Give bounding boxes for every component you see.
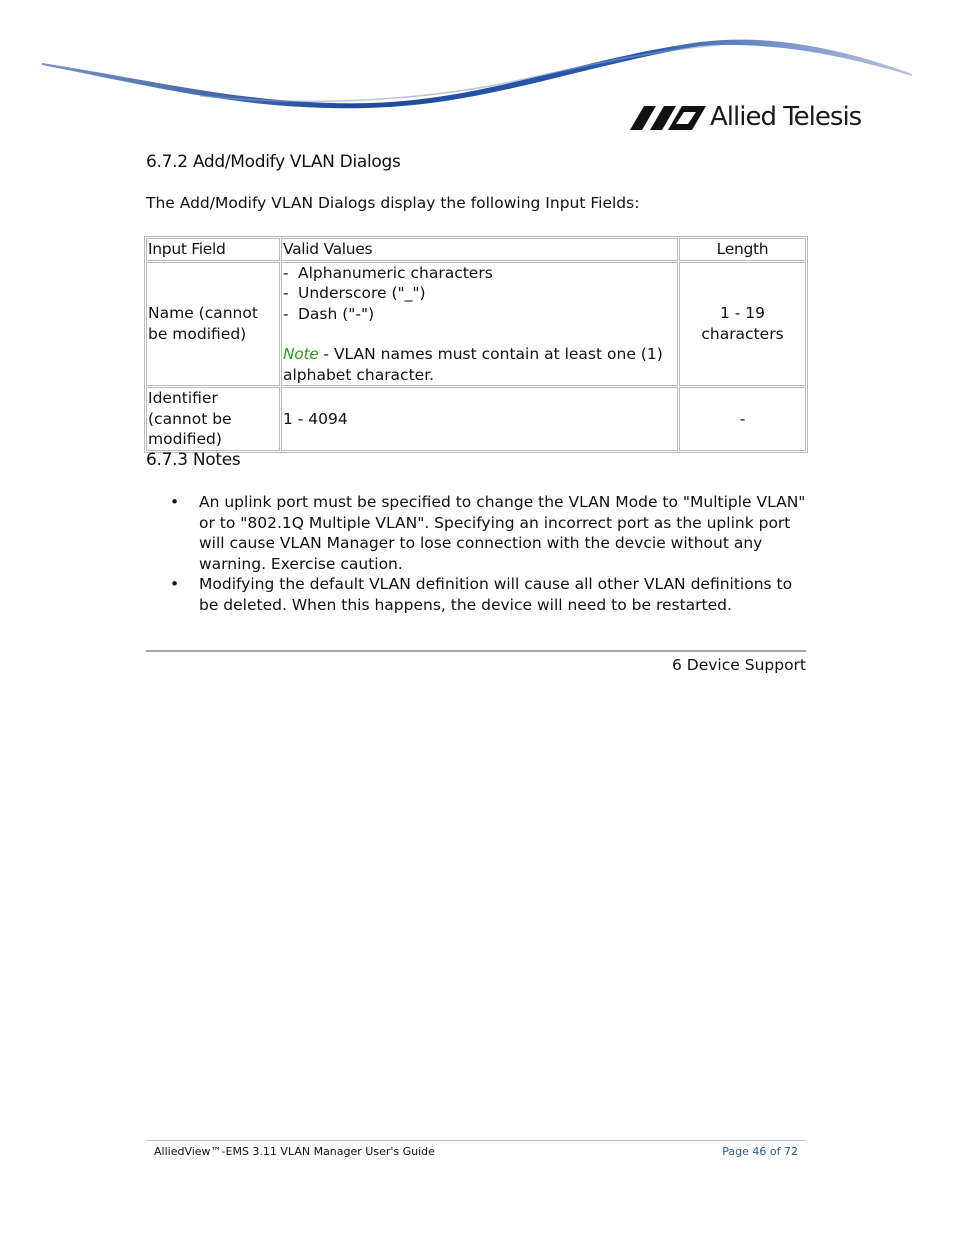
input-fields-table [144, 236, 808, 453]
cell-name-values [281, 262, 678, 387]
allied-telesis-logo [630, 100, 861, 134]
cell-name-length: 1 - 19 characters [679, 262, 806, 387]
section-heading-672: 6.7.2 Add/Modify VLAN Dialogs [146, 152, 401, 172]
cell-identifier-field: Identifier (cannot be modified) [146, 387, 280, 451]
valid-values-list [283, 263, 676, 325]
header-input-field: Input Field [146, 238, 280, 261]
section-footer-label: 6 Device Support [672, 656, 806, 674]
list-item: - Dash ("-") [283, 304, 676, 325]
footer-doc-title: AlliedView™-EMS 3.11 VLAN Manager User's Guide [154, 1145, 435, 1158]
list-item: • Modifying the default VLAN definition will cause all other VLAN definitions to be deleted. When this happens, the device will need to be restarted. [170, 575, 793, 614]
note-label: Note [283, 345, 319, 363]
list-item: - Underscore ("_") [283, 283, 676, 304]
header-length: Length [679, 238, 806, 261]
section-divider [146, 650, 806, 652]
header-valid-values: Valid Values [281, 238, 678, 261]
footer-page-number: Page 46 of 72 [722, 1145, 798, 1158]
list-item: • An uplink port must be specified to change the VLAN Mode to "Multiple VLAN" or to "802.1Q Multiple VLAN". Specifying an incorrect port as the uplink port will cause VLAN Manager to lose connection with the devcie without any warning. Exercise caution. [170, 493, 806, 573]
intro-paragraph: The Add/Modify VLAN Dialogs display the following Input Fields: [146, 194, 640, 212]
bullet-icon: • [170, 493, 180, 511]
notes-list [170, 492, 810, 615]
bullet-icon: • [170, 575, 180, 593]
name-note [283, 344, 676, 385]
table-header-row [146, 238, 806, 261]
cell-name-field: Name (cannot be modified) [146, 262, 280, 387]
section-heading-673: 6.7.3 Notes [146, 450, 241, 470]
table-row [146, 262, 806, 387]
list-item: - Alphanumeric characters [283, 263, 676, 284]
cell-identifier-values: 1 - 4094 [281, 387, 678, 451]
cell-identifier-length: - [679, 387, 806, 451]
allied-telesis-logo-icon [630, 104, 706, 130]
footer-rule [146, 1140, 806, 1141]
table-row [146, 387, 806, 451]
note-text: - VLAN names must contain at least one (1) alphabet character. [283, 345, 663, 384]
logo-text: Allied Telesis [710, 102, 862, 132]
